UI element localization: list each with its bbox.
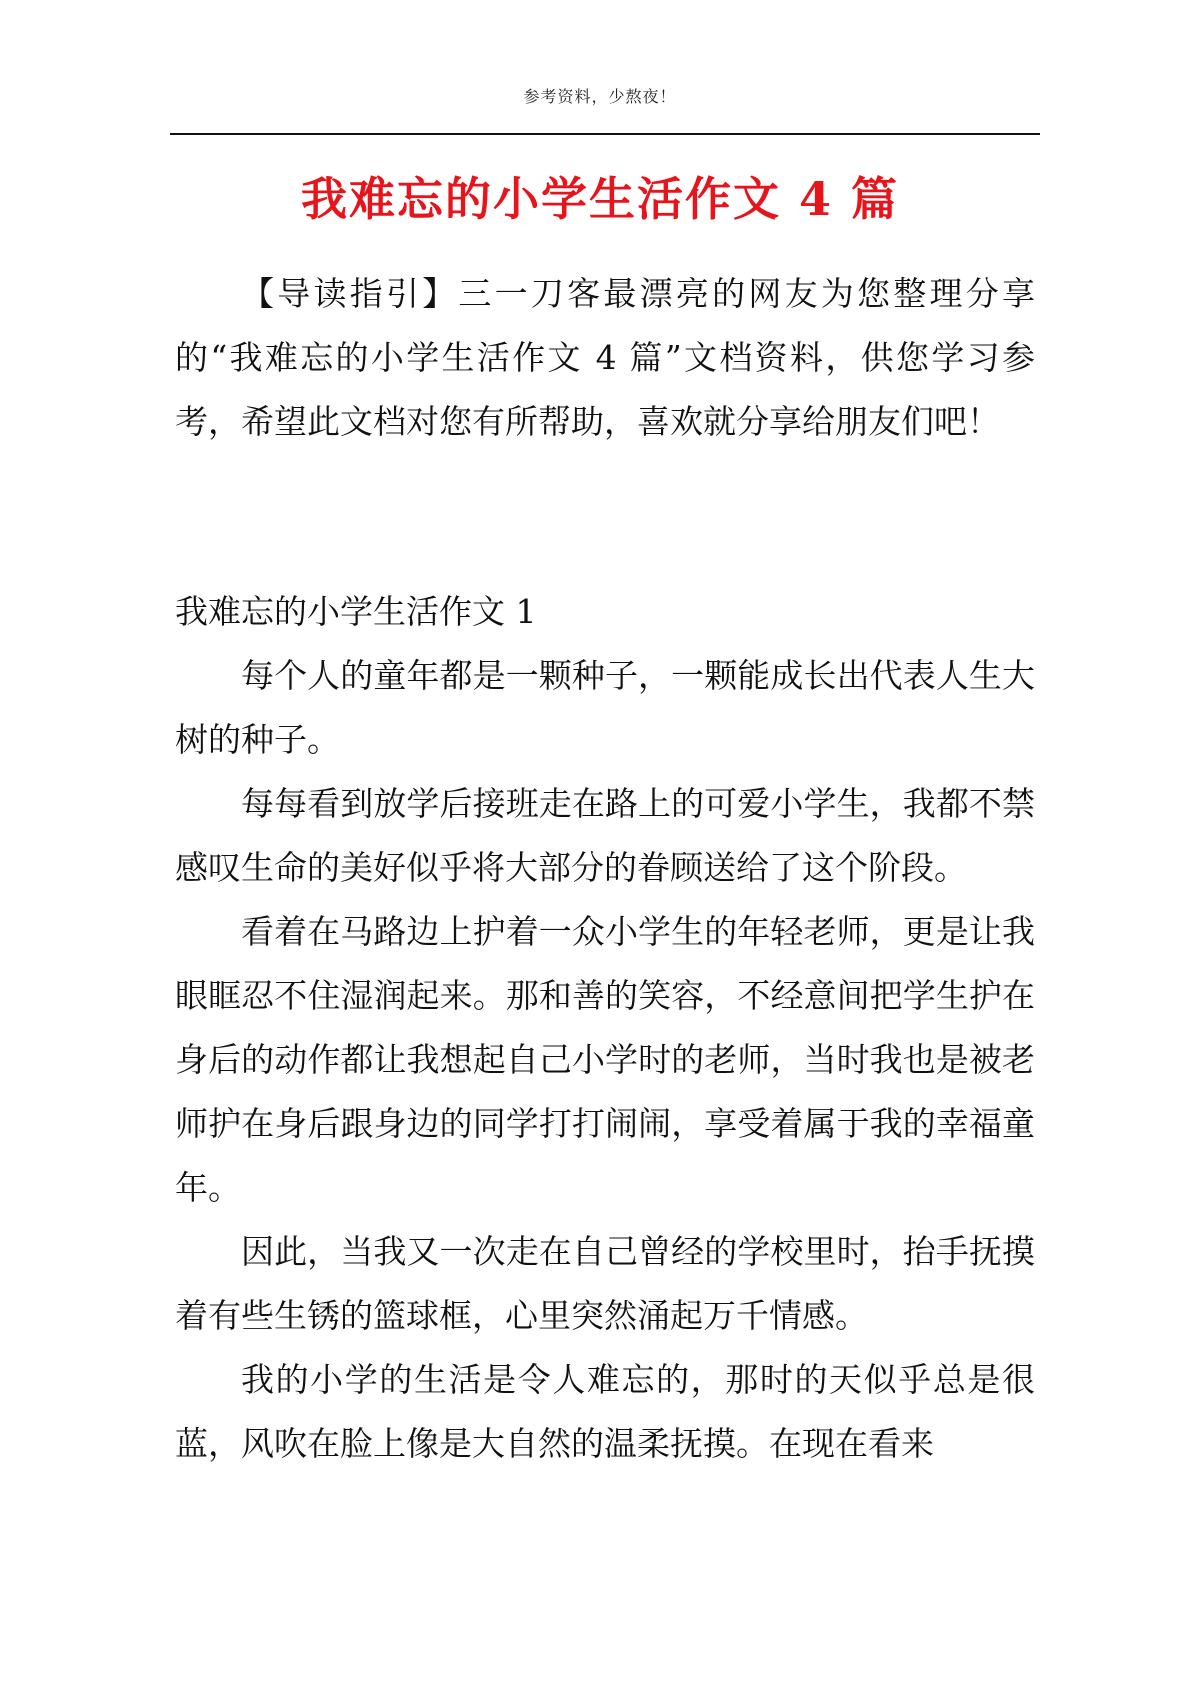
essay-paragraph: 因此，当我又一次走在自己曾经的学校里时，抬手抚摸着有些生锈的篮球框，心里突然涌起万千情感。: [175, 1232, 1035, 1335]
essay-paragraph: 我的小学的生活是令人难忘的，那时的天似乎总是很蓝，风吹在脸上像是大自然的温柔抚摸。在现在看来: [175, 1360, 1035, 1463]
essay-paragraph: 每每看到放学后接班走在路上的可爱小学生，我都不禁感叹生命的美好似乎将大部分的眷顾送给了这个阶段。: [175, 784, 1035, 887]
essay-section: [175, 580, 1035, 1476]
essay-paragraph: 看着在马路边上护着一众小学生的年轻老师，更是让我眼眶忍不住湿润起来。那和善的笑容，不经意间把学生护在身后的动作都让我想起自己小学时的老师，当时我也是被老师护在身后跟身边的同学打打闹闹，享受着属于我的幸福童年。: [175, 912, 1035, 1207]
header-divider: [170, 133, 1040, 135]
intro-paragraph: 【导读指引】三一刀客最漂亮的网友为您整理分享的“我难忘的小学生活作文 4 篇”文档资料，供您学习参考，希望此文档对您有所帮助，喜欢就分享给朋友们吧！: [175, 274, 1035, 441]
essay-paragraph: 每个人的童年都是一颗种子，一颗能成长出代表人生大树的种子。: [175, 656, 1035, 759]
intro-section: [175, 262, 1035, 454]
document-title: 我难忘的小学生活作文 4 篇: [300, 171, 900, 226]
essay-heading: 我难忘的小学生活作文 1: [175, 592, 537, 631]
header-note: 参考资料，少熬夜！: [523, 87, 677, 106]
